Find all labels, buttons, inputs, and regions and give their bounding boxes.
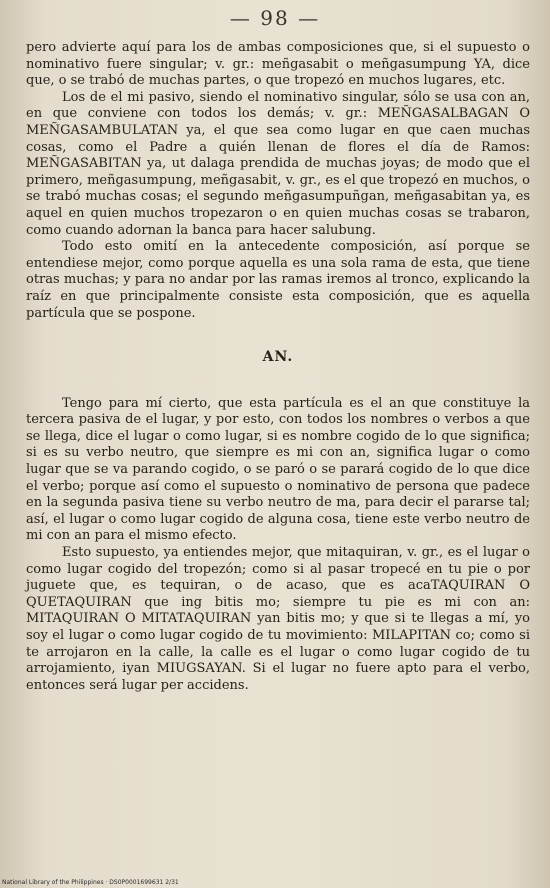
paragraph: pero advierte aquí para los de ambas composiciones que, si el supuesto o nominativo fuere singular; v. gr.: meñgasabit o meñgasumpung YA, dice que, o se trabó de muchas partes, o que tropezó en muchos lugares, etc. [26,40,530,89]
section-heading: AN. [262,349,294,366]
page-text [26,40,530,694]
paragraph: Tengo para mí cierto, que esta partícula es el an que constituye la tercera pasiva de el lugar, y por esto, con todos los nombres o verbos a que se llega, dice el lugar o como lugar, si es nombre cogido de lo que significa; si es su verbo neutro, que siempre es mi con an, significa lugar o como lugar que se va parando cogido, o se paró o se parará cogido de lo que dice el verbo; porque así como el supuesto o nominativo de persona que padece en la segunda pasiva tiene su verbo neutro de ma, para decir el pararse tal; así, el lugar o como lugar cogido de alguna cosa, tiene este verbo neutro de mi con an para el mismo efecto. [26,395,530,544]
paragraph: Todo esto omití en la antecedente composición, así porque se entendiese mejor, como porque aquella es una sola rama de esta, que tiene otras muchas; y para no andar por las ramas iremos al tronco, explicando la raíz en que principalmente consiste esta composición, que es aquella partícula que se pospone. [26,239,530,321]
paragraph: Esto supuesto, ya entiendes mejor, que mitaquiran, v. gr., es el lugar o como lugar cogido del tropezón; como si al pasar tropecé en tu pie o por juguete que, es tequiran, o de acaso, que es acaTAQUIRAN O QUETAQUIRAN que ing bitis mo; siempre tu pie es mi con an: MITAQUIRAN O MITATAQUIRAN yan bitis mo; y que si te llegas a mí, yo soy el lugar o como lugar cogido de tu movimiento: MILAPITAN co; como si te arrojaron en la calle, la calle es el lugar o como lugar cogido de tu arrojamiento, iyan MIUGSAYAN. Si el lugar no fuere apto para el verbo, entonces será lugar per accidens. [26,545,530,693]
library-watermark: National Library of the Philippines · DS0P0001699631 2/31 [2,879,179,886]
paragraph: Los de el mi pasivo, siendo el nominativo singular, sólo se usa con an, en que conviene con todos los demás; v. gr.: MEÑGASALBAGAN O MEÑGASAMBULATAN ya, el que sea como lugar en que caen muchas cosas, como el Padre a quién llenan de flores el día de Ramos: MEÑGASABITAN ya, ut dalaga prendida de muchas joyas; de modo que el primero, meñgasumpung, meñgasabit, v. gr., es el que tropezó en muchos, o se trabó muchas cosas; el segundo meñgasumpuñgan, meñgasabitan ya, es aquel en quien muchos tropezaron o en quien muchas cosas se trabaron, como cuando adornan la banca para hacer salubung. [26,89,530,238]
page-number: — 98 — [229,6,321,30]
